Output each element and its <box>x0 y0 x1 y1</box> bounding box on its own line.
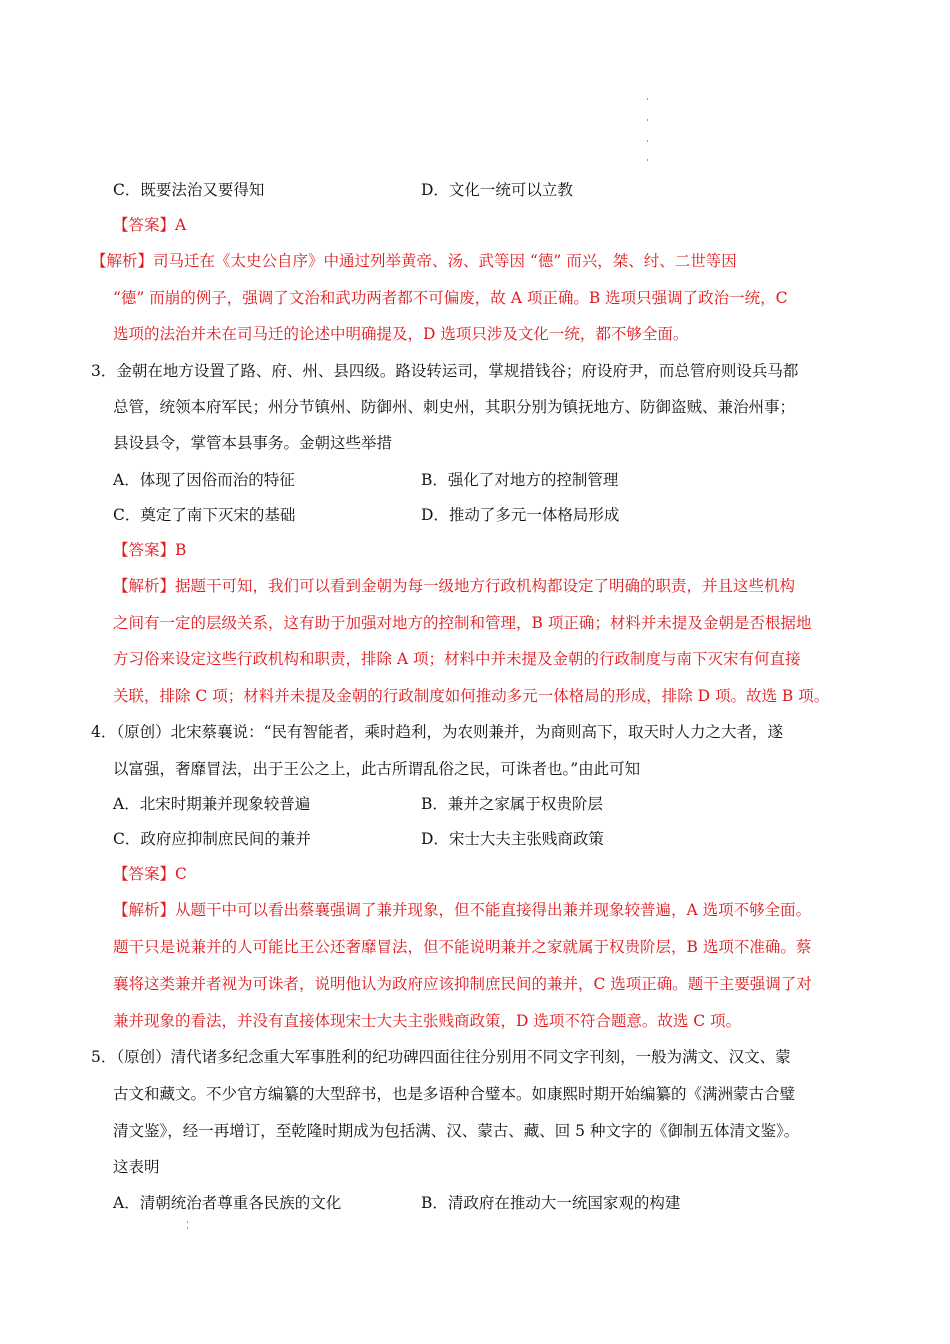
q2-analysis-line-3: 选项的法治并未在司马迁的论述中明确提及，D 选项只涉及文化一统，都不够全面。 <box>113 325 689 343</box>
q4-analysis-line-2: 题干只是说兼并的人可能比王公还奢靡冒法，但不能说明兼并之家就属于权贵阶层，B 选项不准确。蔡 <box>113 938 812 956</box>
q3-option-b: B．强化了对地方的控制管理 <box>421 471 619 489</box>
q3-stem-line-3: 县设县令，掌管本县事务。金朝这些举措 <box>113 434 393 452</box>
q4-analysis-line-3: 襄将这类兼并者视为可诛者，说明他认为政府应该抑制庶民间的兼并，C 选项正确。题干主要强调了对 <box>113 975 812 993</box>
q2-analysis-line-1: 【解析】司马迁在《太史公自序》中通过列举黄帝、汤、武等因 “德” 而兴，桀、纣、二世等因 <box>91 252 737 270</box>
q4-option-d: D．宋士大夫主张贱商政策 <box>421 830 604 848</box>
q5-stem-line-3: 清文鉴》，经一再增订，至乾隆时期成为包括满、汉、蒙古、藏、回 5 种文字的《御制五体清文鉴》。 <box>113 1122 800 1140</box>
q3-analysis-line-1: 【解析】据题干可知，我们可以看到金朝为每一级地方行政机构都设定了明确的职责，并且这些机构 <box>113 577 796 595</box>
q2-answer: 【答案】A <box>113 216 187 234</box>
q3-analysis-line-2: 之间有一定的层级关系，这有助于加强对地方的控制和管理，B 项正确；材料并未提及金朝是否根据地 <box>113 614 812 632</box>
margin-dot-5 <box>187 1221 188 1223</box>
q4-option-c: C．政府应抑制庶民间的兼并 <box>113 830 311 848</box>
margin-dot-6 <box>187 1227 188 1229</box>
q3-option-a: A．体现了因俗而治的特征 <box>113 471 295 489</box>
q3-answer: 【答案】B <box>113 541 187 559</box>
q2-option-c: C．既要法治又要得知 <box>113 181 265 199</box>
margin-dot-3 <box>647 140 648 142</box>
q4-stem-line-1: 4．（原创）北宋蔡襄说：“民有智能者，乘时趋利，为农则兼并，为商则高下，取天时人力之大者，遂 <box>91 723 784 741</box>
q5-option-a: A．清朝统治者尊重各民族的文化 <box>113 1194 342 1212</box>
q3-stem-line-1: 3．金朝在地方设置了路、府、州、县四级。路设转运司，掌规措钱谷；府设府尹，而总管府则设兵马都 <box>91 362 799 380</box>
margin-dot-2 <box>647 119 648 121</box>
q3-analysis-line-3: 方习俗来设定这些行政机构和职责，排除 A 项；材料中并未提及金朝的行政制度与南下灭宋有何直接 <box>113 650 801 668</box>
margin-dot-1 <box>647 98 648 100</box>
q4-option-a: A．北宋时期兼并现象较普遍 <box>113 795 311 813</box>
q3-option-c: C．奠定了南下灭宋的基础 <box>113 506 296 524</box>
q4-analysis-line-1: 【解析】从题干中可以看出蔡襄强调了兼并现象，但不能直接得出兼并现象较普遍，A 选项不够全面。 <box>113 901 812 919</box>
q4-analysis-line-4: 兼并现象的看法，并没有直接体现宋士大夫主张贱商政策，D 选项不符合题意。故选 C 项。 <box>113 1012 742 1030</box>
q5-stem-line-1: 5．（原创）清代诸多纪念重大军事胜利的纪功碑四面往往分别用不同文字刊刻，一般为满文、汉文、蒙 <box>91 1048 791 1066</box>
q4-option-b: B．兼并之家属于权贵阶层 <box>421 795 603 813</box>
q4-stem-line-2: 以富强，奢靡冒法，出于王公之上，此古所谓乱俗之民，可诛者也。”由此可知 <box>113 760 641 778</box>
q5-option-b: B．清政府在推动大一统国家观的构建 <box>421 1194 681 1212</box>
q2-option-d: D．文化一统可以立教 <box>421 181 573 199</box>
margin-dot-4 <box>647 159 648 161</box>
q2-analysis-line-2: “德” 而崩的例子，强调了文治和武功两者都不可偏废，故 A 项正确。B 选项只强调了政治一统，C <box>113 289 788 307</box>
q5-stem-line-4: 这表明 <box>113 1158 160 1176</box>
q4-answer: 【答案】C <box>113 865 187 883</box>
q3-option-d: D．推动了多元一体格局形成 <box>421 506 620 524</box>
q3-stem-line-2: 总管，统领本府军民；州分节镇州、防御州、刺史州，其职分别为镇抚地方、防御盗贼、兼治州事； <box>113 398 796 416</box>
q5-stem-line-2: 古文和藏文。不少官方编纂的大型辞书，也是多语种合璧本。如康熙时期开始编纂的《满洲蒙古合璧 <box>113 1085 796 1103</box>
q3-analysis-line-4: 关联，排除 C 项；材料并未提及金朝的行政制度如何推动多元一体格局的形成，排除 D 项。故选 B 项。 <box>113 687 830 705</box>
